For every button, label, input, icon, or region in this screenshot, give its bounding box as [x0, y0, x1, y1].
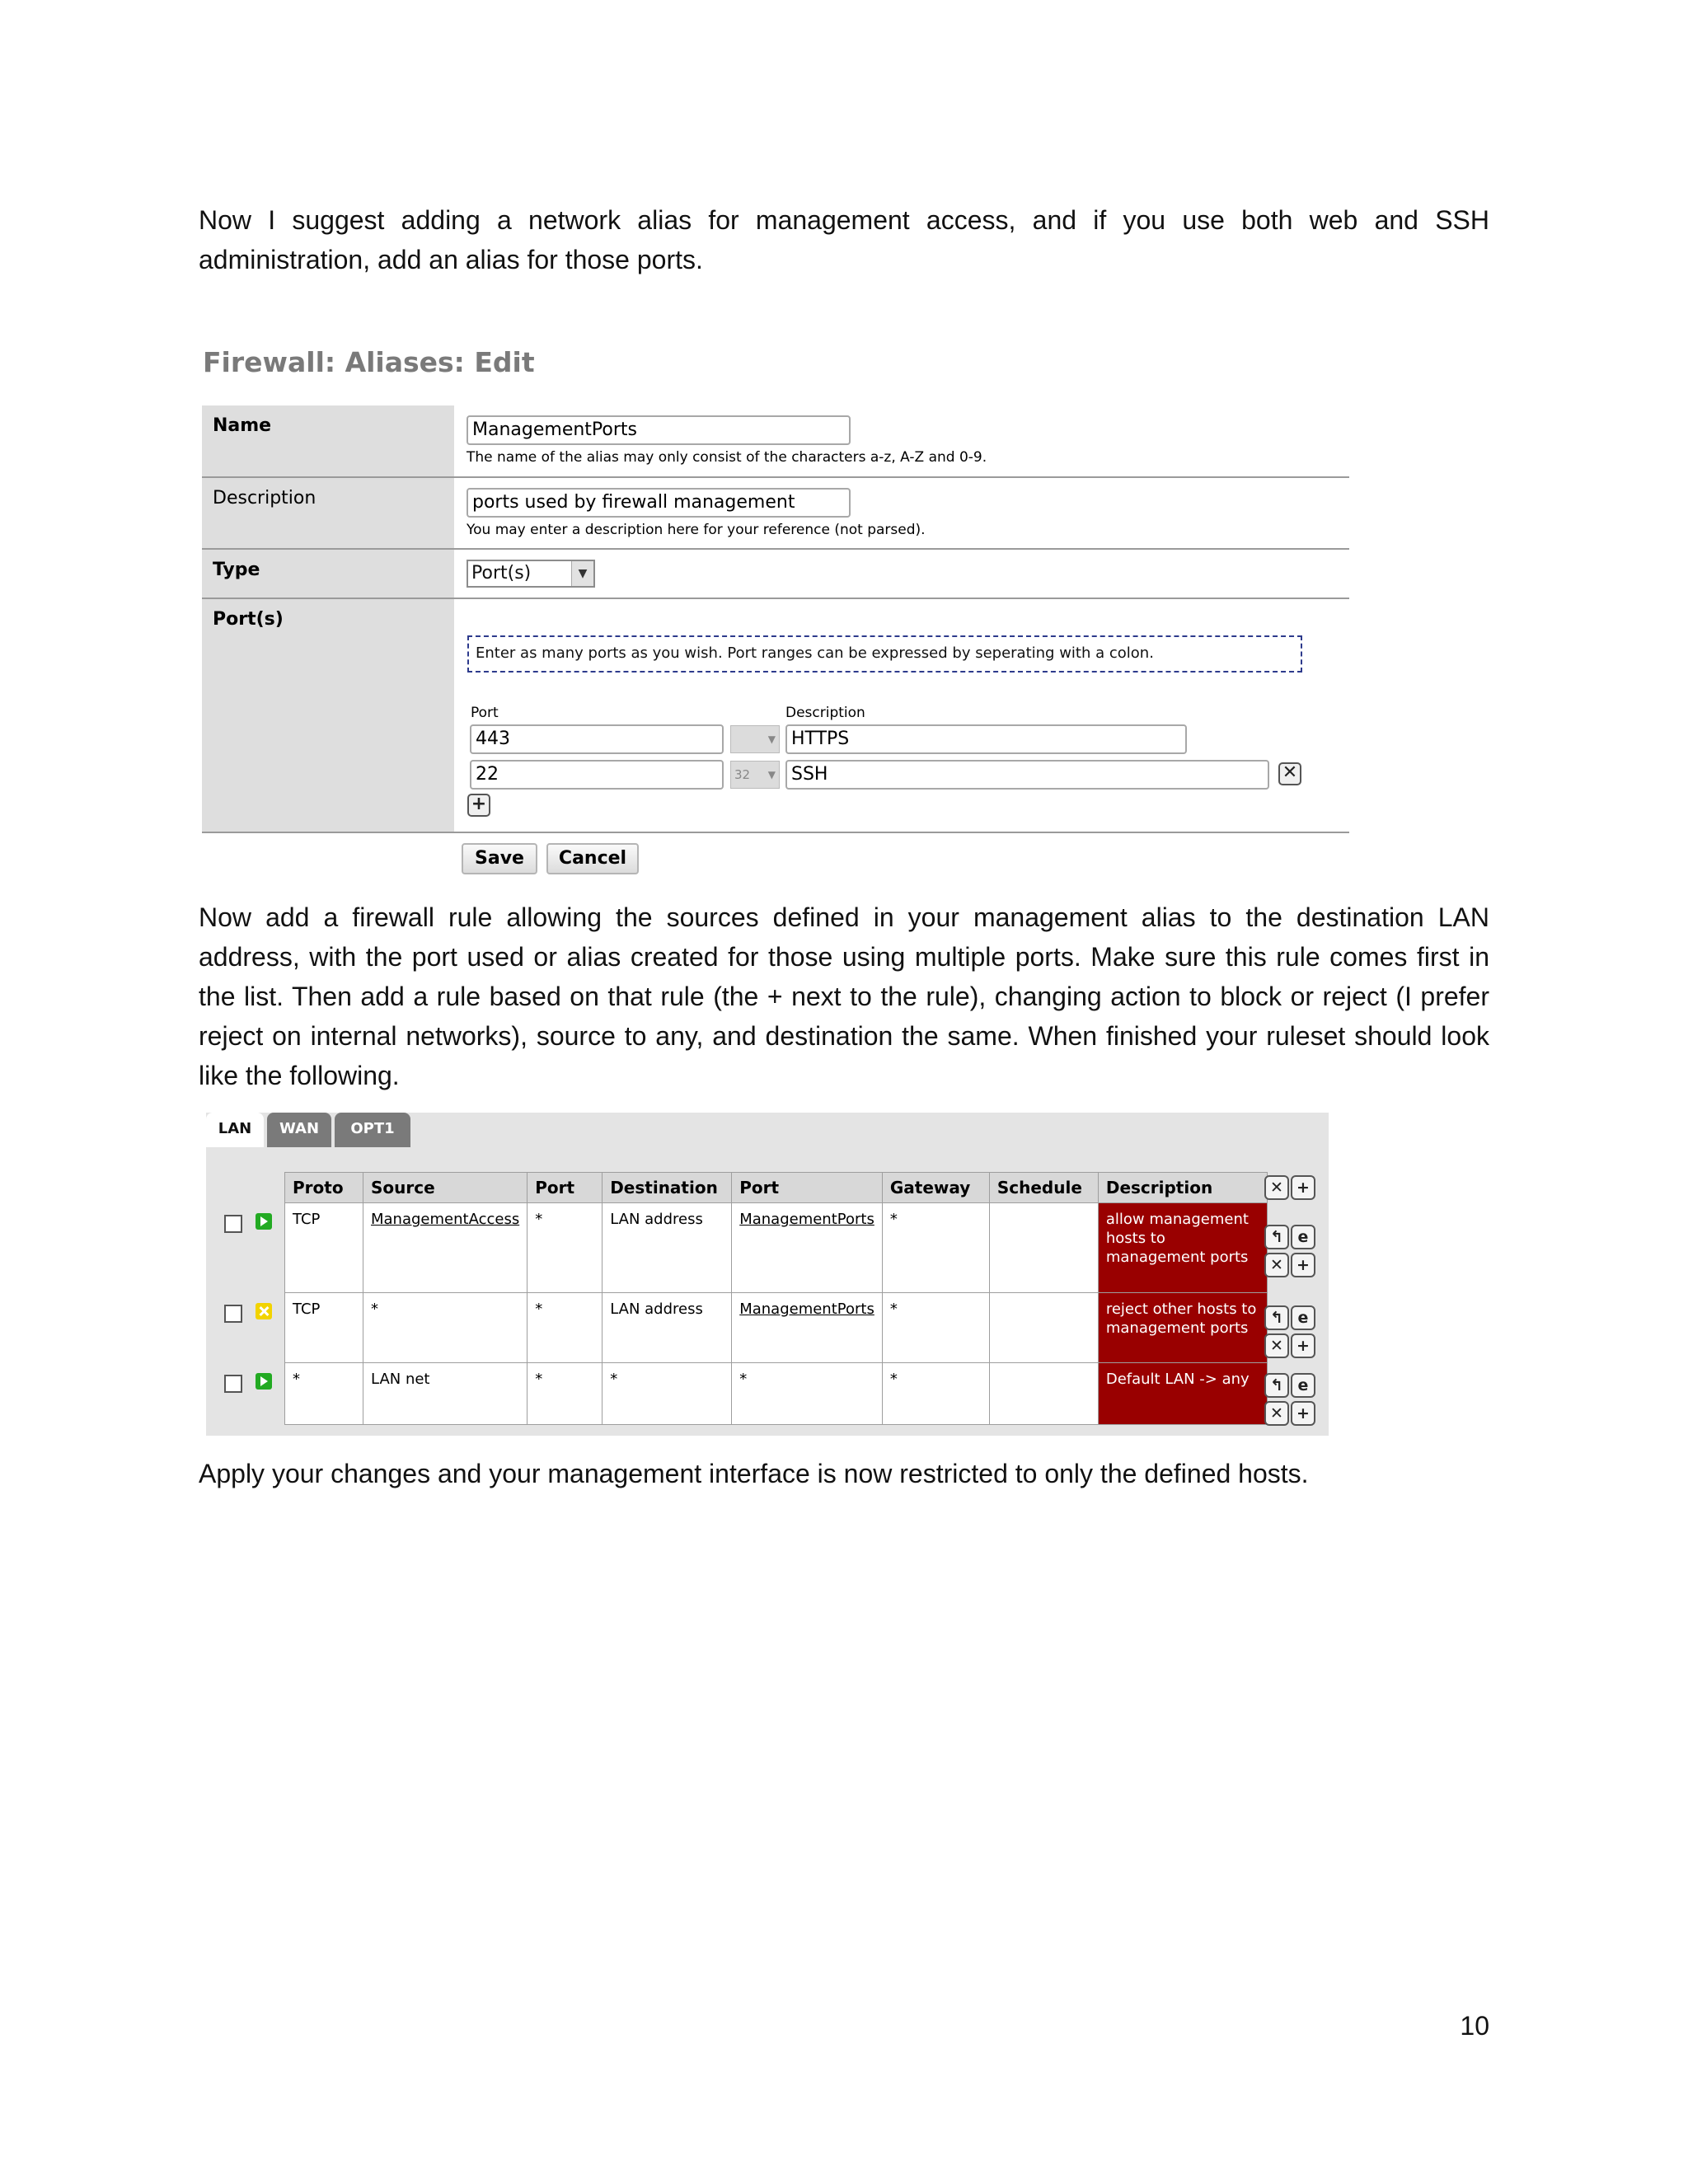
chevron-down-icon: ▼ — [571, 561, 593, 586]
header-dest-port: Port — [732, 1173, 883, 1203]
middle-paragraph: Now add a firewall rule allowing the sources defined in your management alias to the destination LAN address, with the port used or alias created for those using multiple ports. Make sure this rule comes first in the list. Then add a rule based on that rule (the + next to the rule), changing action to block or reject (I prefer reject on internal networks), source to any, and destination the same. When finished your ruleset should look like the following. — [199, 902, 1489, 1090]
save-button[interactable]: Save — [462, 843, 537, 874]
rule-port: * — [528, 1203, 603, 1293]
alias-edit-form — [202, 405, 1349, 883]
description-label: Description — [202, 478, 454, 548]
delete-selected-icon[interactable]: ✕ — [1264, 1175, 1289, 1200]
table-row[interactable] — [285, 1293, 1268, 1363]
header-schedule: Schedule — [989, 1173, 1098, 1203]
table-row[interactable] — [285, 1363, 1268, 1425]
add-based-on-icon[interactable]: + — [1291, 1333, 1315, 1358]
ports-row — [202, 599, 1349, 833]
rule-proto: TCP — [285, 1293, 363, 1363]
bits-select-2-value: 32 — [734, 767, 751, 782]
rule-schedule — [989, 1203, 1098, 1293]
port-description-input-2[interactable]: SSH — [785, 760, 1269, 790]
description-hint: You may enter a description here for your reference (not parsed). — [467, 522, 926, 538]
rules-table — [284, 1172, 1268, 1425]
name-row — [202, 405, 1349, 478]
type-label: Type — [202, 550, 454, 598]
outro-paragraph: Apply your changes and your management interface is now restricted to only the defined hosts. — [199, 1459, 1309, 1488]
chevron-down-icon: ▼ — [767, 769, 776, 780]
page-number: 10 — [1460, 2011, 1489, 2041]
add-rule-icon[interactable]: + — [1291, 1175, 1315, 1200]
rule-source: * — [363, 1293, 528, 1363]
header-gateway: Gateway — [882, 1173, 989, 1203]
add-based-on-icon[interactable]: + — [1291, 1253, 1315, 1277]
rule-description: allow management hosts to management ports — [1098, 1203, 1267, 1293]
table-row[interactable] — [285, 1203, 1268, 1293]
rule-description: reject other hosts to management ports — [1098, 1293, 1267, 1363]
delete-icon[interactable]: ✕ — [1264, 1253, 1289, 1277]
header-port: Port — [528, 1173, 603, 1203]
rule-description: Default LAN -> any — [1098, 1363, 1267, 1425]
edit-icon[interactable]: e — [1291, 1305, 1315, 1330]
rule-schedule — [989, 1363, 1098, 1425]
move-icon[interactable]: ↰ — [1264, 1305, 1289, 1330]
name-label: Name — [202, 405, 454, 476]
name-hint: The name of the alias may only consist of the characters a-z, A-Z and 0-9. — [467, 449, 987, 466]
delete-icon[interactable]: ✕ — [1264, 1401, 1289, 1426]
port-input-1[interactable]: 443 — [470, 724, 724, 754]
ports-label: Port(s) — [202, 599, 454, 832]
rule-checkbox[interactable] — [224, 1305, 242, 1323]
rule-gateway: * — [882, 1363, 989, 1425]
rule-schedule — [989, 1293, 1098, 1363]
rule-destination: * — [603, 1363, 732, 1425]
rule-destination: LAN address — [603, 1203, 732, 1293]
tab-lan[interactable]: LAN — [206, 1113, 264, 1147]
description-column-header: Description — [785, 705, 865, 721]
tab-wan[interactable]: WAN — [267, 1113, 331, 1147]
description-row — [202, 478, 1349, 550]
header-destination: Destination — [603, 1173, 732, 1203]
alias-name-input[interactable]: ManagementPorts — [467, 415, 851, 445]
firewall-rules-panel — [206, 1113, 1329, 1436]
alias-edit-title: Firewall: Aliases: Edit — [203, 346, 535, 378]
form-buttons — [202, 833, 1349, 883]
add-based-on-icon[interactable]: + — [1291, 1401, 1315, 1426]
pass-icon[interactable] — [256, 1373, 272, 1390]
edit-icon[interactable]: e — [1291, 1373, 1315, 1398]
rule-dest-port: * — [732, 1363, 883, 1425]
rule-source: LAN net — [363, 1363, 528, 1425]
rule-proto: TCP — [285, 1203, 363, 1293]
ports-info-box: Enter as many ports as you wish. Port ranges can be expressed by seperating with a colon. — [467, 635, 1302, 673]
rule-port: * — [528, 1293, 603, 1363]
port-column-header: Port — [471, 705, 499, 721]
type-select-value: Port(s) — [471, 563, 532, 583]
header-source: Source — [363, 1173, 528, 1203]
rule-port: * — [528, 1363, 603, 1425]
delete-row-icon[interactable]: ✕ — [1278, 762, 1301, 785]
rule-destination: LAN address — [603, 1293, 732, 1363]
rule-gateway: * — [882, 1293, 989, 1363]
edit-icon[interactable]: e — [1291, 1225, 1315, 1249]
rule-checkbox[interactable] — [224, 1375, 242, 1393]
rule-dest-port-link[interactable]: ManagementPorts — [732, 1203, 883, 1293]
bits-select-2[interactable] — [730, 761, 780, 789]
rule-source-link[interactable]: ManagementAccess — [363, 1203, 528, 1293]
add-row-icon[interactable]: + — [467, 794, 490, 817]
rule-proto: * — [285, 1363, 363, 1425]
rule-gateway: * — [882, 1203, 989, 1293]
type-row — [202, 550, 1349, 599]
delete-icon[interactable]: ✕ — [1264, 1333, 1289, 1358]
header-description: Description — [1098, 1173, 1267, 1203]
intro-paragraph: Now I suggest adding a network alias for management access, and if you use both web and SSH administration, add an alias for those ports. — [199, 205, 1489, 274]
reject-icon[interactable] — [256, 1303, 272, 1319]
cancel-button[interactable]: Cancel — [546, 843, 639, 874]
port-description-input-1[interactable]: HTTPS — [785, 724, 1187, 754]
move-icon[interactable]: ↰ — [1264, 1373, 1289, 1398]
move-icon[interactable]: ↰ — [1264, 1225, 1289, 1249]
rules-header-row — [285, 1173, 1268, 1203]
rule-dest-port-link[interactable]: ManagementPorts — [732, 1293, 883, 1363]
tab-opt1[interactable]: OPT1 — [335, 1113, 410, 1147]
bits-select-1[interactable] — [730, 725, 780, 753]
header-proto: Proto — [285, 1173, 363, 1203]
alias-description-input[interactable]: ports used by firewall management — [467, 488, 851, 518]
rule-checkbox[interactable] — [224, 1215, 242, 1233]
chevron-down-icon: ▼ — [767, 733, 776, 745]
type-select[interactable] — [467, 560, 595, 588]
port-input-2[interactable]: 22 — [470, 760, 724, 790]
pass-icon[interactable] — [256, 1213, 272, 1230]
